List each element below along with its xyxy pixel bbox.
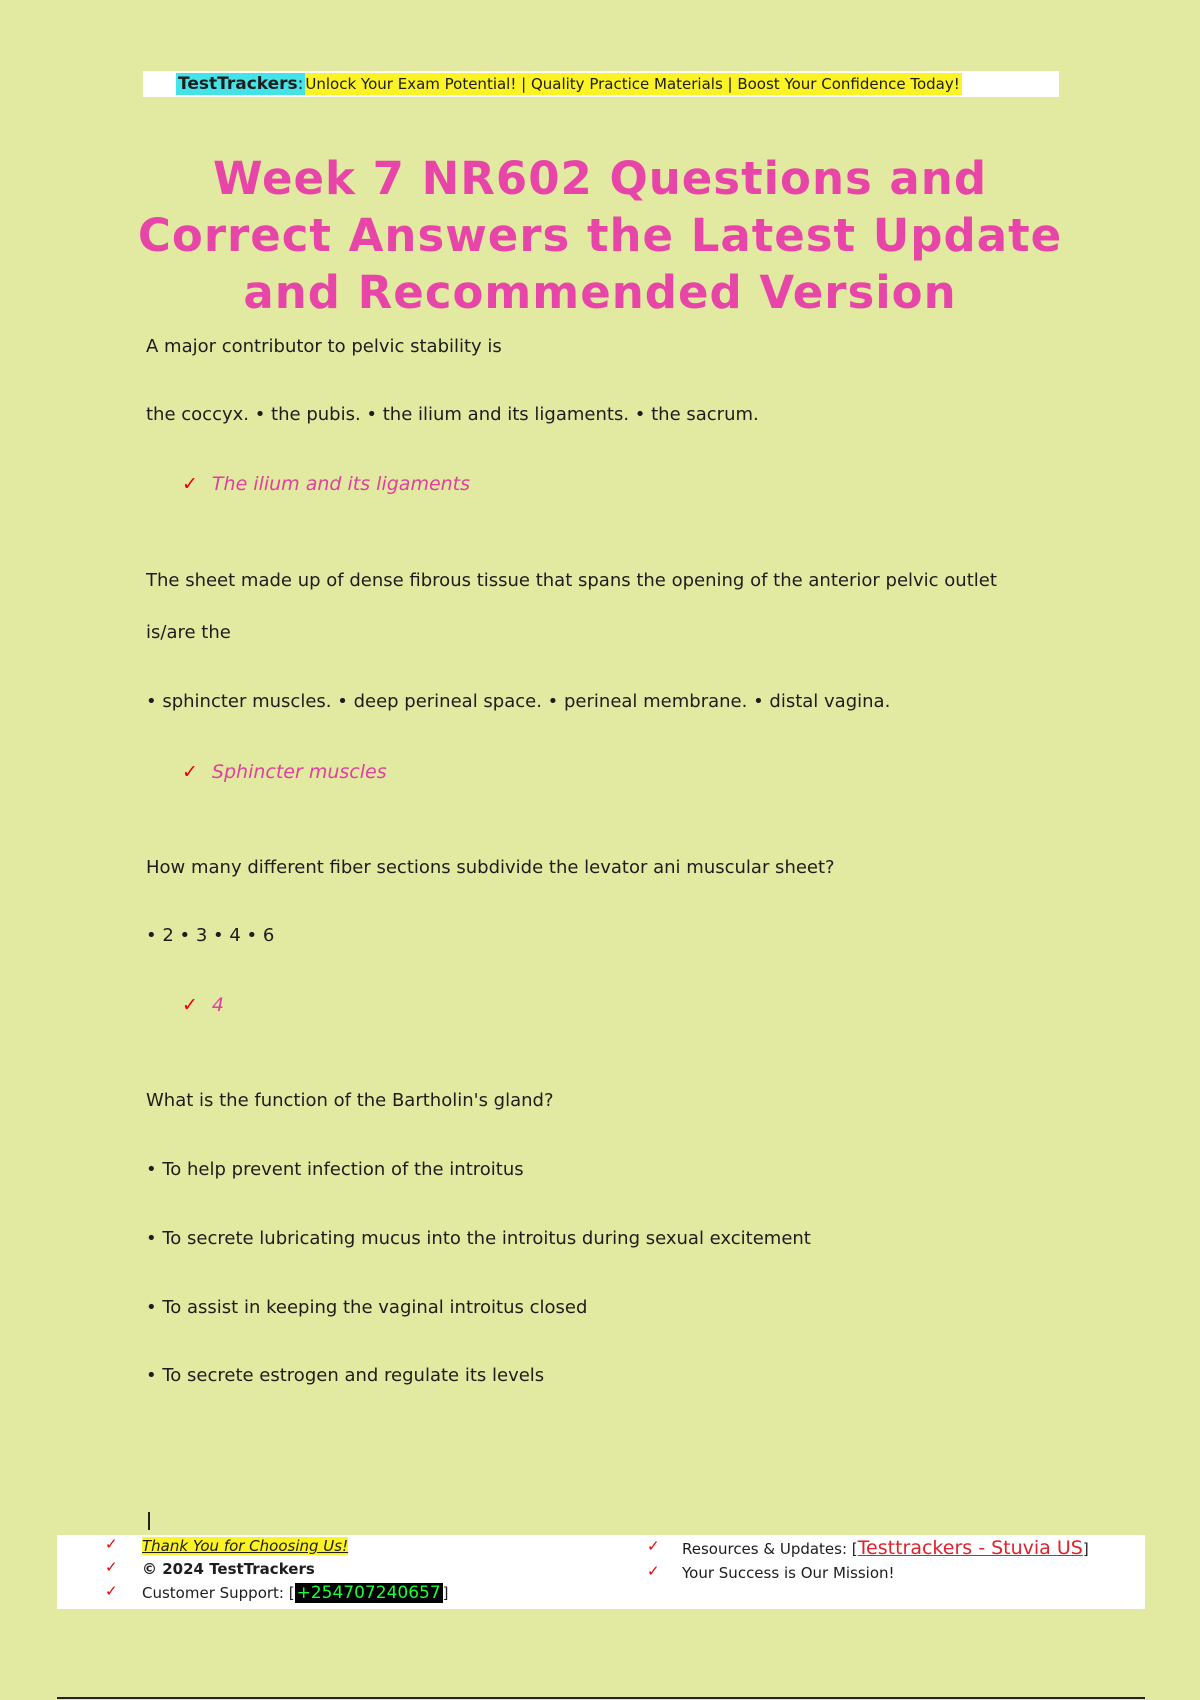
checkmark-icon: ✓ — [182, 473, 198, 495]
checkmark-icon: ✓ — [182, 994, 198, 1016]
resources-close: ] — [1082, 1540, 1089, 1558]
question-3-answer — [182, 993, 224, 1017]
checkmark-icon: ✓ — [105, 1558, 118, 1576]
answer-text: The ilium and its ligaments — [211, 473, 471, 495]
resources-link[interactable]: Testtrackers - Stuvia US — [857, 1537, 1083, 1559]
question-2-stem: The sheet made up of dense fibrous tissue that spans the opening of the anterior pelvic outlet — [146, 570, 997, 591]
footer-copyright: © 2024 TestTrackers — [142, 1560, 315, 1578]
page-title: Week 7 NR602 Questions and Correct Answers the Latest Update and Recommended Version — [137, 152, 1063, 319]
question-2-stem-cont: is/are the — [146, 622, 231, 643]
question-1-options: the coccyx. • the pubis. • the ilium and its ligaments. • the sacrum. — [146, 404, 759, 425]
footer-thanks — [142, 1535, 348, 1557]
question-3-stem: How many different fiber sections subdivide the levator ani muscular sheet? — [146, 857, 835, 878]
brand-name — [176, 73, 305, 95]
text-cursor — [148, 1512, 150, 1530]
footer — [57, 1535, 1145, 1609]
question-4-stem: What is the function of the Bartholin's gland? — [146, 1090, 554, 1111]
brand-separator: : — [297, 74, 304, 94]
resources-label: Resources & Updates: [ — [682, 1540, 858, 1558]
brand-text: TestTrackers — [178, 74, 298, 94]
question-3-options: • 2 • 3 • 4 • 6 — [146, 925, 275, 946]
question-4-option-4: • To secrete estrogen and regulate its levels — [146, 1365, 545, 1386]
support-label: Customer Support: [ — [142, 1584, 295, 1602]
checkmark-icon: ✓ — [182, 761, 198, 783]
footer-mission: Your Success is Our Mission! — [682, 1564, 895, 1582]
question-1-stem: A major contributor to pelvic stability is — [146, 336, 502, 357]
question-4-option-3: • To assist in keeping the vaginal introitus closed — [146, 1297, 588, 1318]
footer-resources — [682, 1537, 1089, 1560]
banner-tagline: Unlock Your Exam Potential! | Quality Practice Materials | Boost Your Confidence Today! — [305, 75, 960, 93]
page-bottom-rule — [57, 1697, 1145, 1699]
checkmark-icon: ✓ — [647, 1537, 660, 1555]
checkmark-icon: ✓ — [647, 1562, 660, 1580]
question-2-answer — [182, 760, 387, 784]
header-banner — [143, 71, 1059, 97]
question-1-answer — [182, 472, 470, 496]
thanks-text: Thank You for Choosing Us! — [142, 1537, 349, 1555]
answer-text: 4 — [211, 994, 225, 1016]
support-close: ] — [442, 1584, 449, 1602]
answer-text: Sphincter muscles — [211, 761, 387, 783]
checkmark-icon: ✓ — [105, 1535, 118, 1553]
question-4-option-2: • To secrete lubricating mucus into the introitus during sexual excitement — [146, 1228, 811, 1249]
checkmark-icon: ✓ — [105, 1582, 118, 1600]
footer-support — [142, 1582, 449, 1604]
support-phone-link[interactable]: +254707240657 — [296, 1583, 441, 1603]
question-2-options: • sphincter muscles. • deep perineal space. • perineal membrane. • distal vagina. — [146, 691, 891, 712]
question-4-option-1: • To help prevent infection of the introitus — [146, 1159, 524, 1180]
